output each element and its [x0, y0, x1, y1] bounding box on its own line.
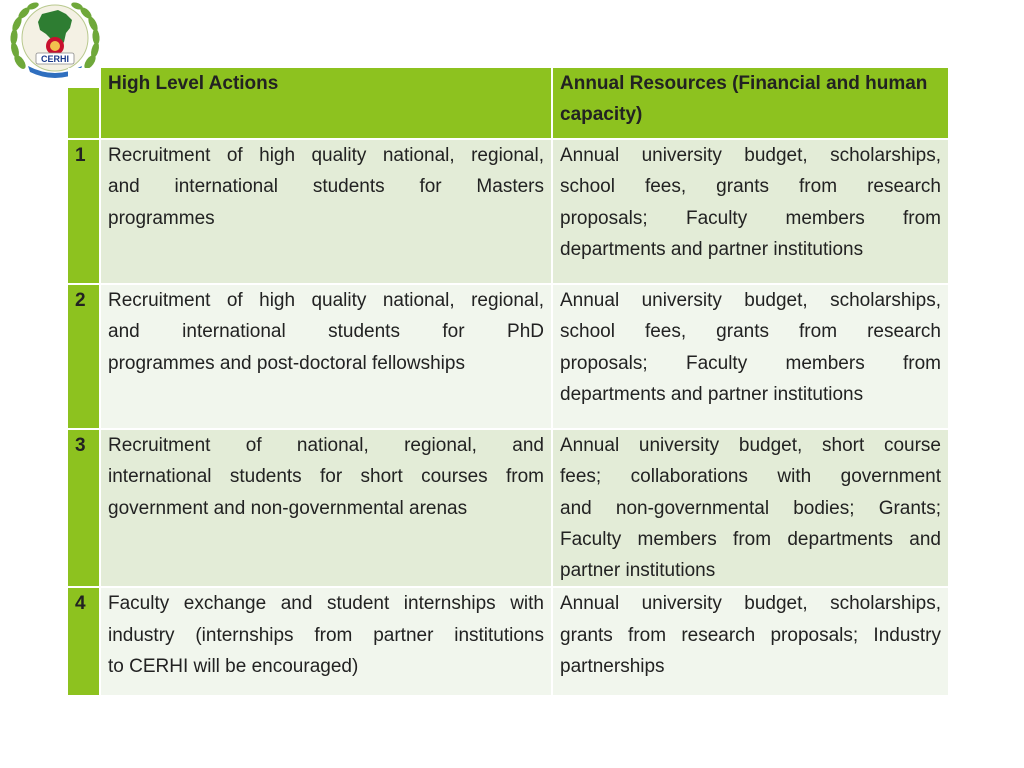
action-line: to CERHI will be encouraged): [108, 656, 359, 678]
action-line: Faculty exchange and student internships with: [108, 593, 544, 615]
header-actions-label: High Level Actions: [108, 73, 279, 94]
row-number: 2: [68, 284, 100, 429]
table-row: [68, 429, 948, 587]
resource-line: grants from research proposals; Industry: [560, 624, 941, 646]
action-line: Recruitment of national, regional, and: [108, 435, 544, 456]
action-line: international students for short courses from: [108, 466, 544, 488]
action-cell: [100, 284, 552, 429]
action-line: programmes: [108, 207, 215, 229]
header-number-cell: [68, 68, 100, 139]
action-line: Recruitment of high quality national, regional,: [108, 145, 544, 166]
action-line: programmes and post-doctoral fellowships: [108, 352, 465, 374]
resource-line: school fees, grants from research: [560, 176, 941, 198]
action-line: and international students for PhD: [108, 321, 544, 343]
row-number: 1: [68, 139, 100, 284]
resource-line: partnerships: [560, 656, 665, 678]
table-row: [68, 587, 948, 695]
action-cell: [100, 429, 552, 587]
row-number: 4: [68, 587, 100, 695]
action-cell: [100, 587, 552, 695]
resource-line: and non-governmental bodies; Grants;: [560, 497, 941, 519]
action-line: Recruitment of high quality national, regional,: [108, 290, 544, 311]
resource-line: fees; collaborations with government: [560, 466, 941, 488]
header-resources: [552, 68, 948, 139]
resource-line: Annual university budget, scholarships,: [560, 290, 941, 311]
resource-line: proposals; Faculty members from: [560, 207, 941, 229]
resource-line: Faculty members from departments and: [560, 528, 941, 550]
logo-text: CERHI: [40, 54, 70, 64]
resource-line: Annual university budget, scholarships,: [560, 593, 941, 615]
action-cell: [100, 139, 552, 284]
table-header-row: [68, 68, 948, 139]
action-line: government and non-governmental arenas: [108, 497, 468, 519]
row-number: 3: [68, 429, 100, 587]
resource-cell: [552, 284, 948, 429]
resource-cell: [552, 587, 948, 695]
header-number-strip: [68, 88, 99, 138]
resource-line: departments and partner institutions: [560, 238, 864, 260]
table-row: [68, 284, 948, 429]
resource-line: Annual university budget, scholarships,: [560, 145, 941, 166]
resource-line: Annual university budget, short course: [560, 435, 941, 456]
action-line: and international students for Masters: [108, 176, 544, 198]
header-resources-line: capacity): [560, 104, 643, 126]
resource-line: partner institutions: [560, 560, 716, 582]
resource-line: departments and partner institutions: [560, 383, 864, 405]
resource-cell: [552, 139, 948, 284]
table-row: [68, 139, 948, 284]
resource-line: school fees, grants from research: [560, 321, 941, 343]
header-actions: [100, 68, 552, 139]
action-line: industry (internships from partner institutions: [108, 624, 544, 646]
resource-line: proposals; Faculty members from: [560, 352, 941, 374]
high-level-actions-table: [68, 68, 948, 695]
resource-cell: [552, 429, 948, 587]
header-resources-line: Annual Resources (Financial and human: [560, 73, 928, 94]
